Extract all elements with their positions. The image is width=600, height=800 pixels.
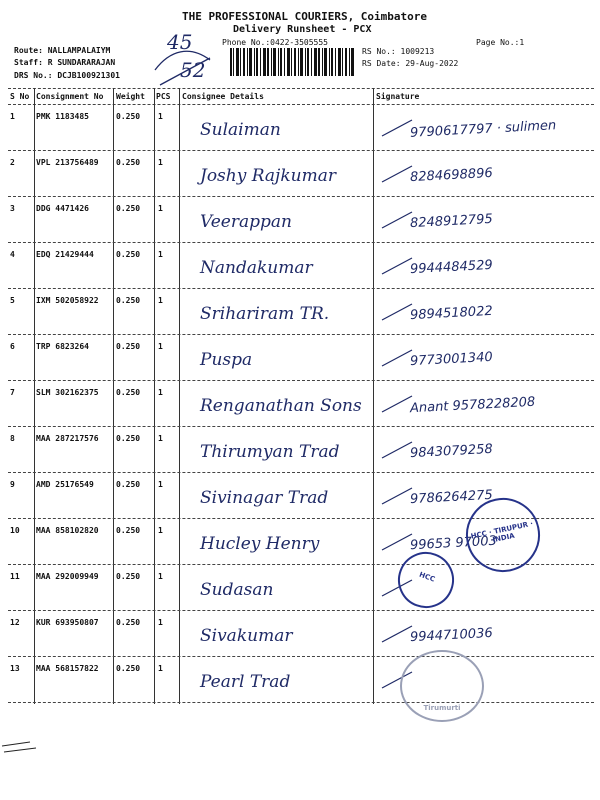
row-consignee: Puspa <box>200 350 253 370</box>
row-consignment-no: SLM 302162375 <box>36 388 99 397</box>
row-divider <box>8 288 594 289</box>
row-consignee: Pearl Trad <box>200 672 291 692</box>
row-sno: 1 <box>10 112 15 121</box>
row-divider <box>8 610 594 611</box>
row-pcs: 1 <box>158 204 163 213</box>
row-sno: 2 <box>10 158 15 167</box>
row-sno: 3 <box>10 204 15 213</box>
row-consignee: Sivakumar <box>200 626 293 646</box>
row-weight: 0.250 <box>116 664 141 673</box>
row-sno: 12 <box>10 618 20 627</box>
row-consignment-no: AMD 25176549 <box>36 480 94 489</box>
signature-stroke <box>378 528 418 558</box>
row-consignment-no: DDG 4471426 <box>36 204 89 213</box>
col-weight: Weight <box>116 92 145 101</box>
row-sno: 8 <box>10 434 15 443</box>
row-signature: 9790617797 · sulimen <box>409 118 557 141</box>
col-rule <box>34 88 35 704</box>
col-rule <box>113 88 114 704</box>
row-weight: 0.250 <box>116 342 141 351</box>
row-pcs: 1 <box>158 250 163 259</box>
col-pcs: PCS <box>156 92 171 101</box>
row-divider <box>8 334 594 335</box>
row-consignment-no: KUR 693950807 <box>36 618 99 627</box>
col-consignee: Consignee Details <box>182 92 264 101</box>
signature-stroke <box>378 390 418 420</box>
signature-stroke <box>378 252 418 282</box>
row-signature: 9944710036 <box>409 625 494 646</box>
signature-stroke <box>378 160 418 190</box>
bottom-stamp-text: Tirumurti <box>423 704 461 712</box>
row-consignee: Veerappan <box>200 212 292 232</box>
row-divider <box>8 426 594 427</box>
page-number: Page No.:1 <box>476 38 525 47</box>
row-weight: 0.250 <box>116 112 141 121</box>
stamp-text: HCC · TIRUPUR · INDIA <box>470 519 534 545</box>
row-weight: 0.250 <box>116 572 141 581</box>
row-signature: 9843079258 <box>409 441 494 462</box>
row-sno: 7 <box>10 388 15 397</box>
row-sno: 13 <box>10 664 20 673</box>
header-rule-bottom <box>8 104 594 105</box>
row-pcs: 1 <box>158 158 163 167</box>
row-pcs: 1 <box>158 342 163 351</box>
row-pcs: 1 <box>158 388 163 397</box>
col-signature: Signature <box>376 92 420 101</box>
row-pcs: 1 <box>158 572 163 581</box>
drs-number: DRS No.: DCJB100921301 <box>14 71 120 80</box>
row-weight: 0.250 <box>116 296 141 305</box>
row-consignee: Renganathan Sons <box>200 396 362 416</box>
signature-stroke <box>378 344 418 374</box>
row-weight: 0.250 <box>116 618 141 627</box>
row-consignment-no: VPL 213756489 <box>36 158 99 167</box>
row-divider <box>8 196 594 197</box>
col-consignment: Consignment No <box>36 92 104 101</box>
row-consignment-no: MAA 568157822 <box>36 664 99 673</box>
row-consignment-no: PMK 1183485 <box>36 112 89 121</box>
row-consignee: Srihariram TR. <box>200 304 330 324</box>
row-consignee: Thirumyan Trad <box>200 442 340 462</box>
row-pcs: 1 <box>158 664 163 673</box>
row-divider <box>8 656 594 657</box>
row-divider <box>8 702 594 703</box>
row-sno: 6 <box>10 342 15 351</box>
row-weight: 0.250 <box>116 526 141 535</box>
company-stamp <box>459 491 547 579</box>
phone-number: Phone No.:0422-3505555 <box>222 38 328 47</box>
row-signature: 9773001340 <box>409 349 494 370</box>
signature-stroke <box>378 436 418 466</box>
signature-stroke <box>378 620 418 650</box>
bottom-stamp <box>400 650 484 722</box>
row-signature: 9786264275 <box>409 487 494 508</box>
row-pcs: 1 <box>158 434 163 443</box>
row-weight: 0.250 <box>116 434 141 443</box>
row-consignment-no: MAA 287217576 <box>36 434 99 443</box>
handwritten-count: 52 <box>180 58 206 82</box>
rs-number: RS No.: 1009213 <box>362 47 435 56</box>
row-weight: 0.250 <box>116 250 141 259</box>
col-sno: S No <box>10 92 30 101</box>
signature-stroke <box>378 298 418 328</box>
row-signature: 8248912795 <box>409 211 494 232</box>
route-label: Route: NALLAMPALAIYM <box>14 46 111 55</box>
row-signature: 9944484529 <box>409 257 494 278</box>
signature-stroke <box>378 482 418 512</box>
row-consignee: Sivinagar Trad <box>200 488 329 508</box>
row-pcs: 1 <box>158 112 163 121</box>
row-signature: 9894518022 <box>409 303 494 324</box>
company-name: THE PROFESSIONAL COURIERS, Coimbatore <box>182 10 428 23</box>
row-divider <box>8 150 594 151</box>
row-pcs: 1 <box>158 296 163 305</box>
staff-label: Staff: R SUNDARARAJAN <box>14 58 116 67</box>
header-rule-top <box>8 88 594 89</box>
row-signature: Anant 9578228208 <box>409 394 536 417</box>
col-rule <box>154 88 155 704</box>
row-weight: 0.250 <box>116 204 141 213</box>
rs-date: RS Date: 29-Aug-2022 <box>362 59 459 68</box>
document-title: Delivery Runsheet - PCX <box>233 24 372 35</box>
row-sno: 5 <box>10 296 15 305</box>
row-divider <box>8 472 594 473</box>
row-sno: 11 <box>10 572 20 581</box>
row-pcs: 1 <box>158 480 163 489</box>
row-consignee: Hucley Henry <box>200 534 320 554</box>
row-pcs: 1 <box>158 526 163 535</box>
col-rule <box>179 88 180 704</box>
row-divider <box>8 380 594 381</box>
row-consignment-no: EDQ 21429444 <box>36 250 94 259</box>
row-consignment-no: MAA 292009949 <box>36 572 99 581</box>
row-sno: 10 <box>10 526 20 535</box>
handwritten-total: 45 <box>167 30 193 54</box>
row-pcs: 1 <box>158 618 163 627</box>
row-sno: 4 <box>10 250 15 259</box>
row-signature: 99653 97003 <box>409 533 498 554</box>
row-consignee: Joshy Rajkumar <box>200 166 336 186</box>
row-consignment-no: MAA 858102820 <box>36 526 99 535</box>
row-consignee: Sulaiman <box>200 120 281 140</box>
row-consignment-no: IXM 502058922 <box>36 296 99 305</box>
signature-stroke <box>378 206 418 236</box>
row-sno: 9 <box>10 480 15 489</box>
row-weight: 0.250 <box>116 388 141 397</box>
seal-text: HCC <box>418 570 436 584</box>
col-rule <box>373 88 374 704</box>
row-signature: 8284698896 <box>409 165 494 186</box>
row-weight: 0.250 <box>116 158 141 167</box>
row-weight: 0.250 <box>116 480 141 489</box>
signature-stroke <box>378 114 418 144</box>
scan-mark <box>0 736 40 766</box>
row-consignment-no: TRP 6823264 <box>36 342 89 351</box>
row-divider <box>8 242 594 243</box>
handwritten-mark <box>150 40 220 90</box>
row-consignee: Sudasan <box>200 580 274 600</box>
barcode <box>230 48 354 76</box>
row-consignee: Nandakumar <box>200 258 313 278</box>
